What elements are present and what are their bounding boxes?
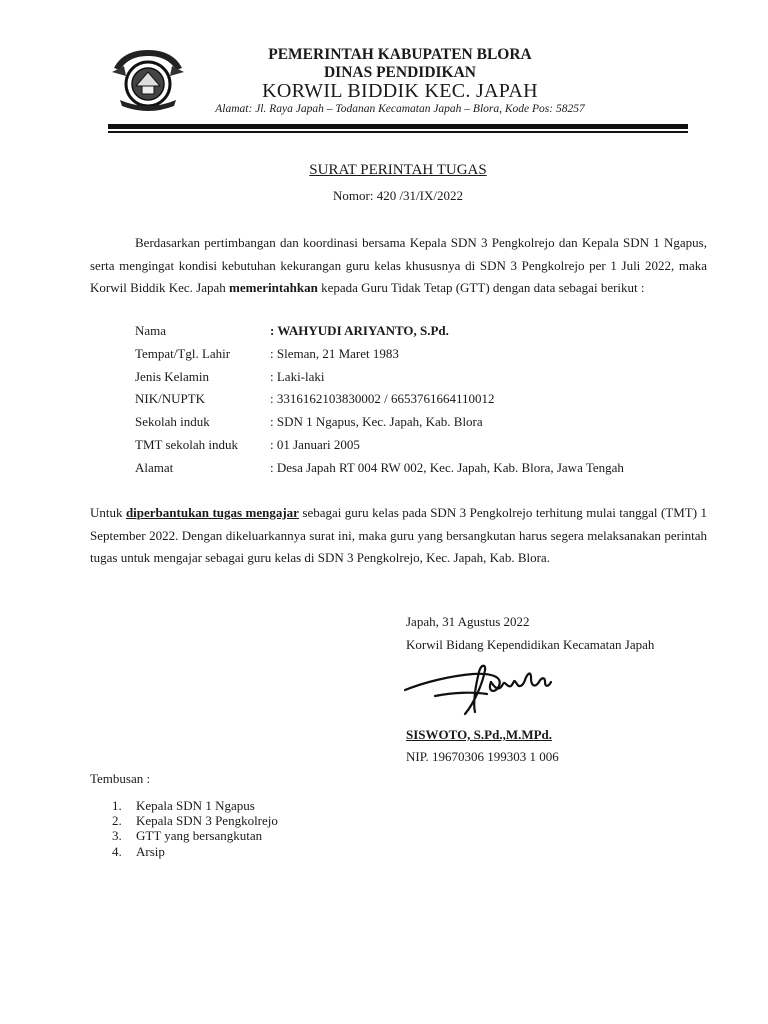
blora-regency-seal-icon [110, 46, 186, 112]
cc-item [112, 844, 165, 860]
document-number: Nomor: 420 /31/IX/2022 [333, 188, 463, 203]
cc-text: Arsip [136, 844, 165, 859]
letterhead-thick-rule [108, 124, 688, 129]
letterhead-address: Alamat: Jl. Raya Japah – Todanan Kecamatan Japah – Blora, Kode Pos: 58257 [215, 103, 585, 115]
detail-label: Nama [135, 323, 167, 338]
letterhead-office: KORWIL BIDDIK KEC. JAPAH [262, 80, 538, 102]
signature-place-date: Japah, 31 Agustus 2022 [406, 614, 530, 629]
opening-text-end: kepada Guru Tidak Tetap (GTT) dengan data sebagai berikut : [317, 280, 645, 296]
cc-number: 4. [112, 844, 122, 859]
assignment-paragraph [90, 502, 707, 570]
detail-value: : 3316162103830002 / 6653761664110012 [270, 391, 495, 406]
handwritten-signature [395, 652, 575, 722]
cc-item [112, 798, 255, 814]
assignment-text-start: Untuk [90, 505, 126, 520]
detail-value: : Sleman, 21 Maret 1983 [270, 346, 399, 361]
detail-label: NIK/NUPTK [135, 391, 206, 406]
assignment-text: sebagai guru kelas pada SDN 3 Pengkolrejo terhitung mulai tanggal (TMT) 1 September 2022. Dengan dikeluarkannya surat ini, maka guru yang bersangkutan harus segera melaksanakan perintah tugas untuk mengajar sebagai guru kelas di SDN 3 Pengkolrejo, Kec. Japah, Kab. Blora. [90, 505, 707, 566]
cc-item [112, 828, 262, 844]
cc-label: Tembusan : [90, 771, 151, 786]
cc-text: GTT yang bersangkutan [136, 828, 263, 843]
signature-position: Korwil Bidang Kependidikan Kecamatan Japah [406, 637, 655, 652]
letterhead-department: DINAS PENDIDIKAN [323, 64, 476, 81]
cc-number: 2. [112, 813, 122, 828]
letterhead-government: PEMERINTAH KABUPATEN BLORA [268, 46, 532, 63]
order-keyword: memerintahkan [229, 280, 318, 296]
cc-item [112, 813, 278, 829]
document-title: SURAT PERINTAH TUGAS [309, 162, 487, 178]
detail-value: : SDN 1 Ngapus, Kec. Japah, Kab. Blora [270, 414, 483, 429]
detail-label: TMT sekolah induk [135, 437, 239, 452]
detail-value: : Desa Japah RT 004 RW 002, Kec. Japah, Kab. Blora, Jawa Tengah [270, 460, 624, 475]
cc-text: Kepala SDN 1 Ngapus [136, 798, 255, 813]
detail-value: : Laki-laki [270, 369, 325, 384]
letterhead-thin-rule [108, 131, 688, 133]
cc-number: 3. [112, 828, 122, 843]
detail-label: Jenis Kelamin [135, 369, 210, 384]
assignment-keyword: diperbantukan tugas mengajar [125, 505, 299, 520]
signatory-nip: NIP. 19670306 199303 1 006 [406, 749, 559, 764]
opening-paragraph [90, 232, 707, 300]
detail-label: Tempat/Tgl. Lahir [135, 346, 231, 361]
cc-text: Kepala SDN 3 Pengkolrejo [136, 813, 278, 828]
opening-text: Berdasarkan pertimbangan dan koordinasi bersama Kepala SDN 3 Pengkolrejo dan Kepala SDN 1 Ngapus, serta mengingat kondisi kebutuhan kekurangan guru kelas khususnya di SDN 3 Pengkolrejo per 1 Juli 2022, maka Korwil Biddik Kec. Japah [90, 235, 707, 296]
detail-value: : WAHYUDI ARIYANTO, S.Pd. [270, 323, 449, 338]
signatory-name: SISWOTO, S.Pd.,M.MPd. [406, 727, 553, 742]
detail-value: : 01 Januari 2005 [270, 437, 360, 452]
cc-number: 1. [112, 798, 122, 813]
detail-label: Alamat [135, 460, 174, 475]
detail-label: Sekolah induk [135, 414, 210, 429]
